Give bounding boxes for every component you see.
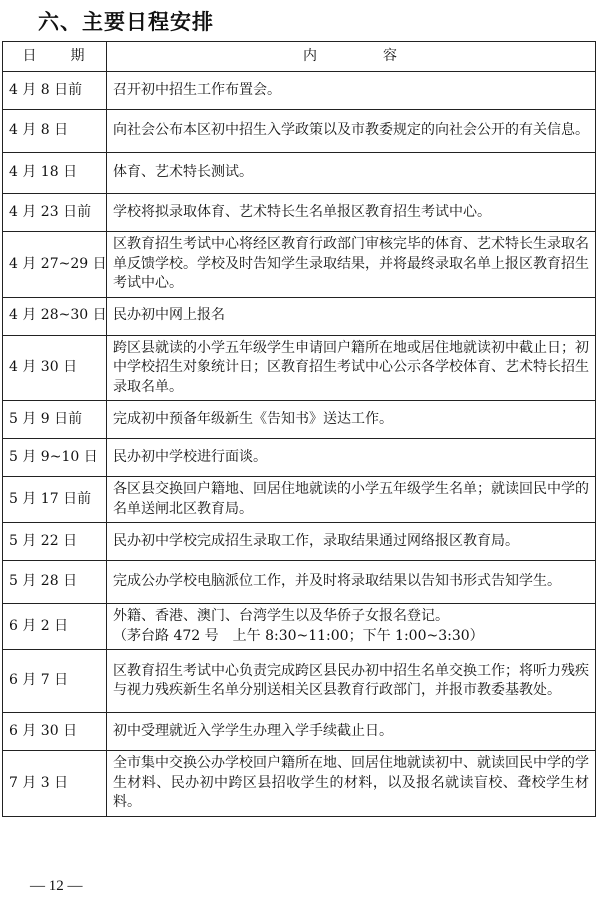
row-date: 4 月 23 日前 [3, 194, 107, 232]
row-date: 5 月 9~10 日 [3, 439, 107, 477]
row-content-text: 初中受理就近入学学生办理入学手续截止日。 [113, 722, 393, 739]
table-row [3, 439, 596, 477]
table-row [3, 153, 596, 194]
table-header-row [3, 42, 596, 72]
table-row [3, 713, 596, 751]
row-content [107, 401, 596, 439]
row-content-text: 民办初中学校完成招生录取工作，录取结果通过网络报区教育局。 [113, 532, 519, 549]
row-content [107, 650, 596, 713]
row-content [107, 232, 596, 298]
row-date: 6 月 30 日 [3, 713, 107, 751]
row-date: 4 月 28~30 日 [3, 297, 107, 335]
table-row [3, 194, 596, 232]
table-row [3, 604, 596, 650]
row-content-extra: （茅台路 472 号 上午 8:30~11:00；下午 1:00~3:30） [113, 627, 484, 644]
row-content [107, 297, 596, 335]
row-date: 6 月 2 日 [3, 604, 107, 650]
row-date: 4 月 8 日 [3, 110, 107, 153]
row-date: 4 月 30 日 [3, 335, 107, 401]
row-content [107, 335, 596, 401]
table-row [3, 297, 596, 335]
header-content: 内 容 [107, 42, 596, 72]
row-content-text: 跨区县就读的小学五年级学生申请回户籍所在地或居住地就读初中截止日；初中学校招生对象统计日；区教育招生考试中心公示各学校体育、艺术特长招生录取名单。 [113, 339, 589, 395]
row-date: 4 月 18 日 [3, 153, 107, 194]
table-row [3, 751, 596, 817]
table-row [3, 110, 596, 153]
row-content-text: 完成初中预备年级新生《告知书》送达工作。 [113, 410, 393, 427]
row-content [107, 194, 596, 232]
row-content-text: 学校将拟录取体育、艺术特长生名单报区教育招生考试中心。 [113, 203, 491, 220]
row-date: 7 月 3 日 [3, 751, 107, 817]
row-content-text: 区教育招生考试中心将经区教育行政部门审核完毕的体育、艺术特长生录取名单反馈学校。学校及时告知学生录取结果，并将最终录取名单上报区教育招生考试中心。 [113, 236, 589, 291]
row-content [107, 561, 596, 604]
table-row [3, 232, 596, 298]
row-date: 4 月 27~29 日 [3, 232, 107, 298]
table-row [3, 477, 596, 523]
row-content [107, 713, 596, 751]
table-row [3, 335, 596, 401]
row-date: 5 月 22 日 [3, 523, 107, 561]
row-content [107, 477, 596, 523]
header-date: 日 期 [3, 42, 107, 72]
row-content-text: 完成公办学校电脑派位工作，并及时将录取结果以告知书形式告知学生。 [113, 573, 561, 590]
row-content-text: 召开初中招生工作布置会。 [113, 81, 281, 98]
row-content [107, 153, 596, 194]
row-content-text: 民办初中学校进行面谈。 [113, 448, 267, 465]
row-content [107, 604, 596, 650]
row-content [107, 439, 596, 477]
row-content [107, 72, 596, 110]
row-date: 4 月 8 日前 [3, 72, 107, 110]
row-date: 6 月 7 日 [3, 650, 107, 713]
section-title: 六、主要日程安排 [38, 10, 214, 34]
row-date: 5 月 17 日前 [3, 477, 107, 523]
row-content-text: 向社会公布本区初中招生入学政策以及市教委规定的向社会公开的有关信息。 [113, 122, 589, 139]
row-content-text: 外籍、香港、澳门、台湾学生以及华侨子女报名登记。 [113, 608, 449, 624]
row-date: 5 月 28 日 [3, 561, 107, 604]
row-content-text: 全市集中交换公办学校回户籍所在地、回居住地就读初中、就读回民中学的学生材料、民办初中跨区县招收学生的材料，以及报名就读盲校、聋校学生材料。 [113, 755, 589, 810]
page-number: — 12 — [30, 878, 83, 894]
table-row [3, 561, 596, 604]
table-row [3, 650, 596, 713]
row-content-text: 区教育招生考试中心负责完成跨区县民办初中招生名单交换工作；将听力残疾与视力残疾新生名单分别送相关区县教育行政部门，并报市教委基教处。 [113, 662, 589, 698]
row-content [107, 523, 596, 561]
row-content [107, 751, 596, 817]
row-content-text: 体育、艺术特长测试。 [113, 164, 253, 181]
table-row [3, 523, 596, 561]
table-row [3, 401, 596, 439]
row-content-text: 各区县交换回户籍地、回居住地就读的小学五年级学生名单；就读回民中学的名单送闸北区教育局。 [113, 481, 589, 517]
table-row [3, 72, 596, 110]
schedule-table [2, 41, 596, 817]
row-date: 5 月 9 日前 [3, 401, 107, 439]
row-content [107, 110, 596, 153]
row-content-text: 民办初中网上报名 [113, 307, 225, 324]
